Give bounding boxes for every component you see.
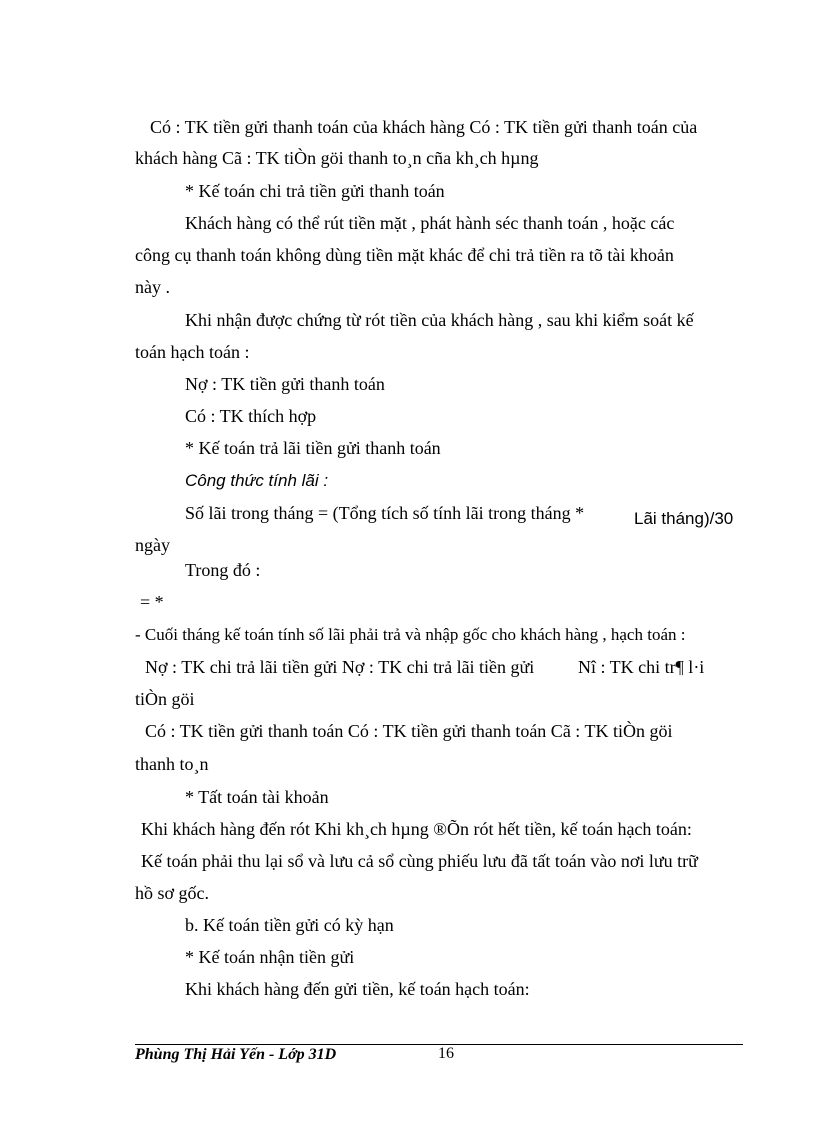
page-number: 16 [438,1045,454,1062]
text-line: - Cuối tháng kế toán tính số lãi phải trả và nhập gốc cho khách hàng , hạch toán : [135,625,686,644]
text-line: * Kế toán chi trả tiền gửi thanh toán [185,181,445,201]
text-line-legacy-encoding: Nî : TK chi tr¶ l·i [578,657,705,677]
text-line: Kế toán phải thu lại sổ và lưu cả sổ cùng phiếu lưu đã tất toán vào nơi lưu trữ [141,851,698,871]
text-line: hồ sơ gốc. [135,883,210,903]
formula-line-tail: Lãi tháng)/30 [634,509,734,528]
text-line: khách hàng Cã : TK tiÒn göi thanh to¸n cña kh¸ch hµng [135,148,539,168]
formula-placeholder: = * [140,592,164,612]
text-line: Nợ : TK chi trả lãi tiền gửi Nợ : TK chi trả lãi tiền gửi [145,657,535,677]
text-line: Khi nhận được chứng từ rót tiền của khách hàng , sau khi kiểm soát kế [185,310,694,330]
text-line: * Kế toán nhận tiền gửi [185,947,355,967]
text-line: Trong đó : [185,560,261,580]
text-line: Khi khách hàng đến gửi tiền, kế toán hạch toán: [185,979,530,999]
text-line: tiÒn göi [135,689,195,709]
text-line: Khách hàng có thể rút tiền mặt , phát hành séc thanh toán , hoặc các [185,213,675,233]
text-line: Có : TK tiền gửi thanh toán Có : TK tiền gửi thanh toán Cã : TK tiÒn göi [145,721,673,741]
formula-heading: Công thức tính lãi : [185,471,329,490]
text-line: công cụ thanh toán không dùng tiền mặt khác để chi trả tiền ra tõ tài khoản [135,245,674,265]
text-line: thanh to¸n [135,754,209,774]
text-line: * Tất toán tài khoản [185,787,329,807]
text-line: này . [135,277,170,297]
formula-line: Số lãi trong tháng = (Tổng tích số tính lãi trong tháng * [185,503,585,523]
text-line: * Kế toán trả lãi tiền gửi thanh toán [185,438,441,458]
footer-author: Phùng Thị Hải Yến - Lớp 31D [135,1046,337,1063]
section-heading: b. Kế toán tiền gửi có kỳ hạn [185,915,394,935]
text-line: toán hạch toán : [135,342,250,362]
text-line: Có : TK thích hợp [185,406,317,426]
text-line: Khi khách hàng đến rót Khi kh¸ch hµng ®Õn rót hết tiền, kế toán hạch toán: [141,819,692,839]
text-line: Có : TK tiền gửi thanh toán của khách hàng Có : TK tiền gửi thanh toán của [150,117,698,137]
text-line: ngày [135,535,170,555]
text-line: Nợ : TK tiền gửi thanh toán [185,374,385,394]
